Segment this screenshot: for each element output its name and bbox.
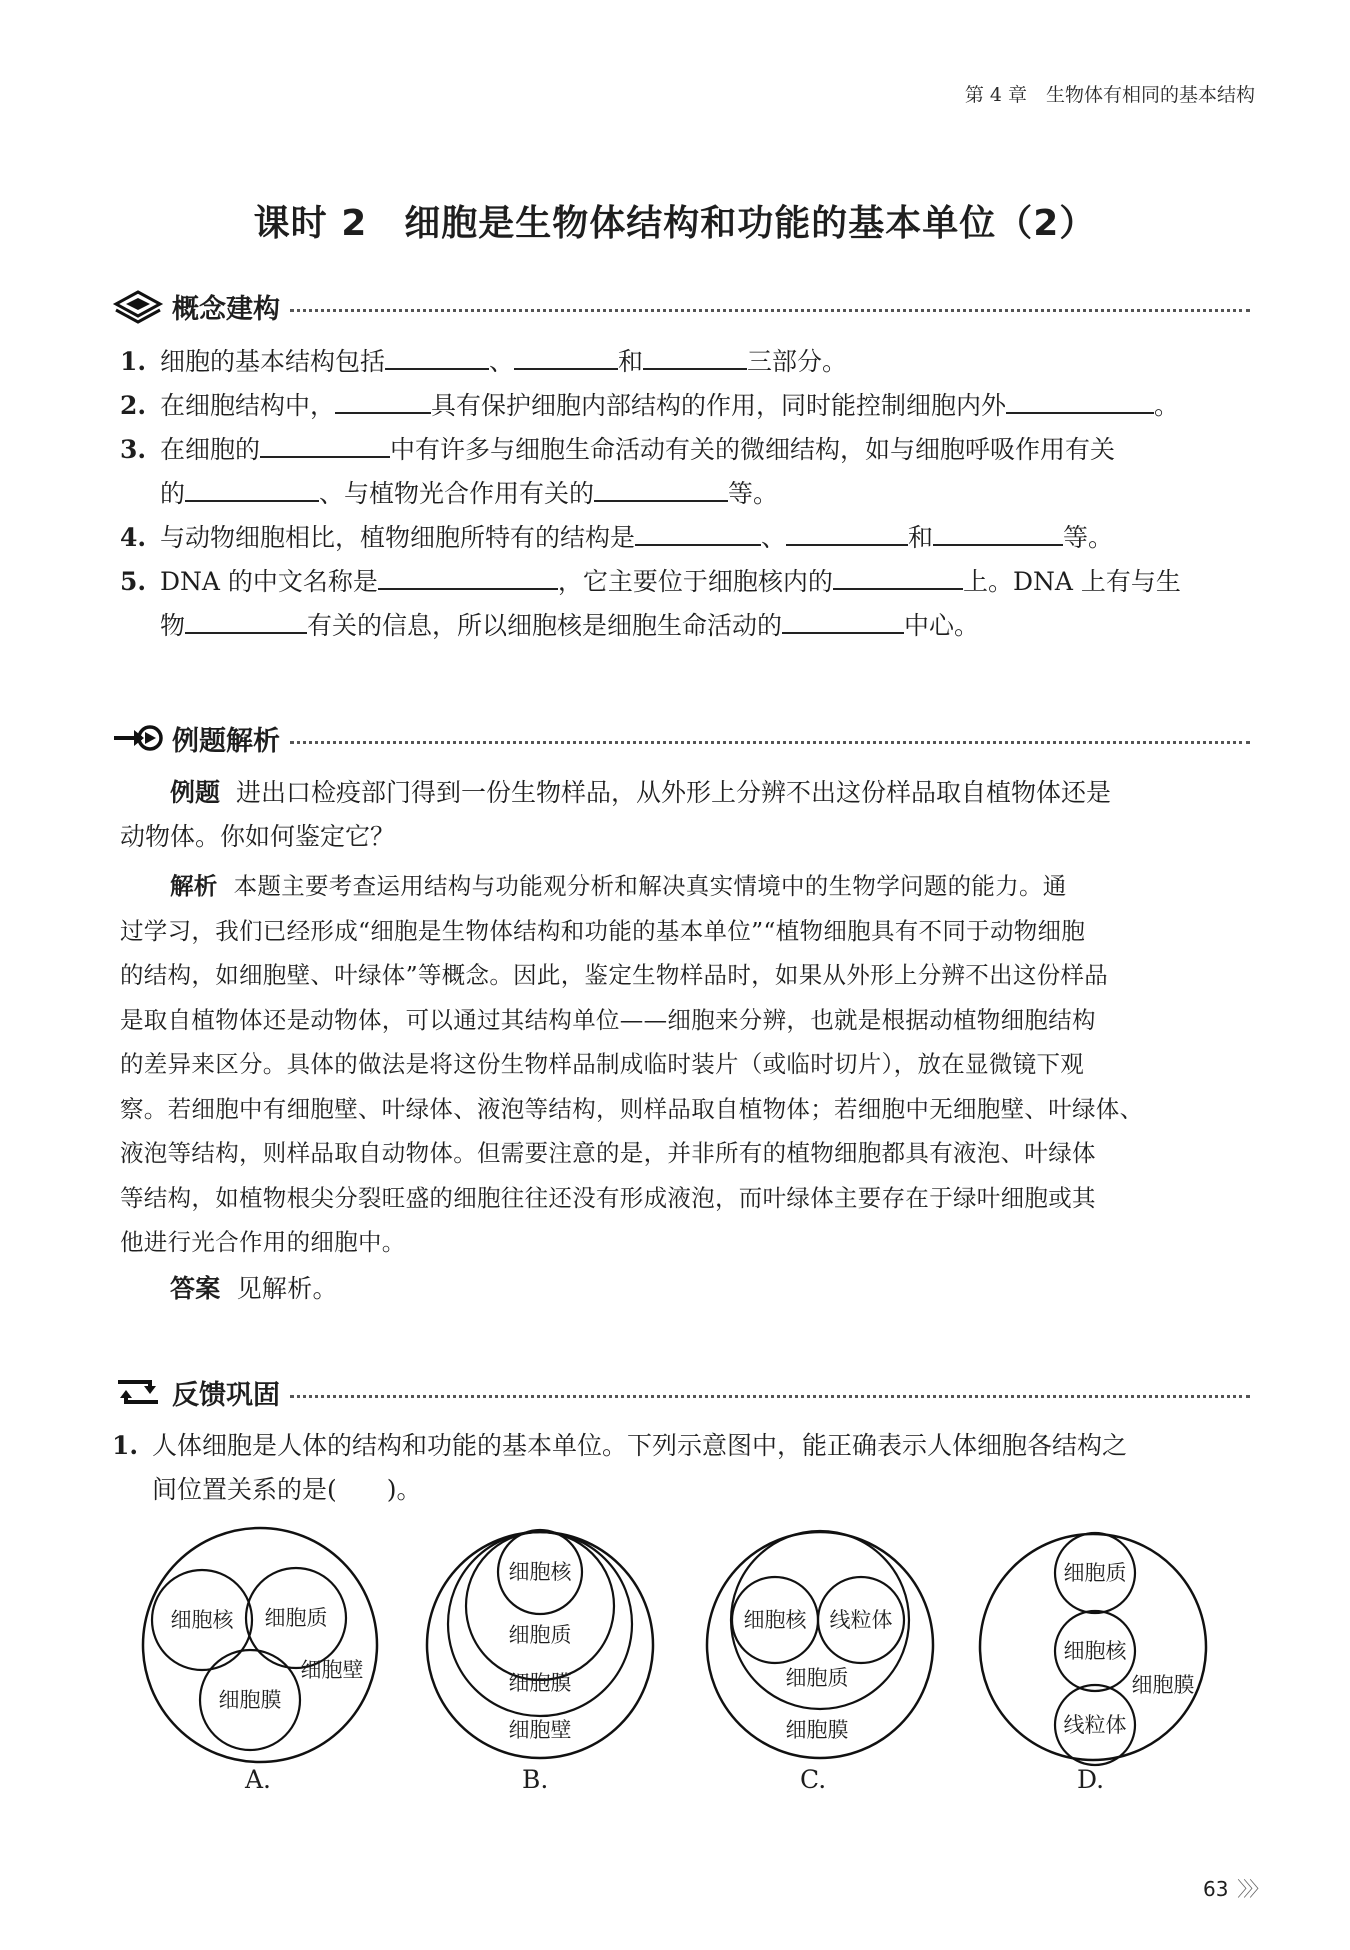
label-mito: 线粒体 (1063, 1713, 1127, 1737)
diagram-d[interactable] (980, 1533, 1206, 1765)
concept-item-5-cont: 物 有关的信息，所以细胞核是细胞生命活动的 中心。 (160, 611, 980, 640)
section-divider (290, 741, 1250, 744)
label-cytoplasm: 细胞质 (1063, 1561, 1127, 1585)
label-wall: 细胞壁 (300, 1658, 364, 1682)
answer-text: 见解析。 (236, 1273, 338, 1303)
example-text: 进出口检疫部门得到一份生物样品，从外形上分辨不出这份样品取自植物体还是 (236, 778, 1112, 807)
label-membrane: 细胞膜 (218, 1688, 282, 1712)
answer-blank[interactable] (185, 610, 307, 634)
label-wall: 细胞壁 (508, 1718, 572, 1742)
cell-diagrams (120, 1520, 1260, 1770)
section-title-concept: 概念建构 (172, 293, 280, 325)
answer-blank[interactable] (185, 478, 319, 502)
concept-item-5: 5. DNA 的中文名称是 ，它主要位于细胞核内的 上。DNA 上有与生 (120, 567, 1181, 596)
option-d-label[interactable]: D. (1077, 1765, 1105, 1794)
answer-blank[interactable] (833, 566, 963, 590)
label-nucleus: 细胞核 (508, 1560, 572, 1584)
label-nucleus: 细胞核 (170, 1608, 234, 1632)
concept-item-1: 1. 细胞的基本结构包括 、 和 三部分。 (120, 347, 848, 376)
concept-item-3-cont: 的 、与植物光合作用有关的 等。 (160, 479, 779, 508)
example-label: 例题 (170, 778, 221, 807)
analysis-label: 解析 (170, 872, 218, 900)
feedback-question-1: 1. 人体细胞是人体的结构和功能的基本单位。下列示意图中，能正确表示人体细胞各结构之 间位置关系的是( )。 (112, 1431, 1128, 1504)
diagram-c[interactable] (707, 1531, 933, 1758)
concept-list (120, 340, 1181, 648)
section-feedback-header (112, 1372, 1250, 1412)
section-divider (290, 309, 1250, 312)
label-membrane: 细胞膜 (1131, 1673, 1195, 1697)
answer-blank[interactable] (335, 390, 431, 414)
section-divider (290, 1395, 1250, 1398)
option-c-label[interactable]: C. (800, 1765, 827, 1794)
section-title-feedback: 反馈巩固 (172, 1379, 280, 1411)
answer-blank[interactable] (385, 346, 489, 370)
label-cytoplasm: 细胞质 (785, 1666, 849, 1690)
layers-icon (112, 288, 164, 324)
example-analysis: 解析 本题主要考查运用结构与功能观分析和解决真实情境中的生物学问题的能力。通 过学习，我们已经形成“细胞是生物体结构和功能的基本单位”“植物细胞具有不同于动物细胞 的结构，如细胞壁、叶绿体”等概念。因此，鉴定生物样品时，如果从外形上分辨不出这份样品 是取自植物体还是动物体，可以通过其结构单位——细胞来分辨，也就是根据动植物细胞结构 的差异来区分。具体的做法是将这份生物样品制成临时装片（或临时切片），放在显微镜下观 察。若细胞中有细胞壁、叶绿体、液泡等结构，则样品取自植物体；若细胞中无细胞壁、叶绿体、 液泡等结构，则样品取自动物体。但需要注意的是，并非所有的植物细胞都具有液泡、叶绿体 等结构，如植物根尖分裂旺盛的细胞往往还没有形成液泡，而叶绿体主要存在于绿叶细胞或其 他进行光合作用的细胞中。 答案 见解析。 (120, 872, 1144, 1303)
answer-blank[interactable] (1006, 390, 1154, 414)
diagram-b[interactable] (427, 1530, 653, 1758)
answer-blank[interactable] (514, 346, 618, 370)
lesson-title: 课时 2 细胞是生物体结构和功能的基本单位（2） (253, 203, 1097, 244)
chevrons-right-icon: 〉〉〉 (1234, 1877, 1266, 1901)
running-head: 第 4 章 生物体有相同的基本结构 (964, 84, 1255, 106)
refresh-icon (112, 1374, 164, 1410)
label-membrane: 细胞膜 (508, 1671, 572, 1695)
answer-blank[interactable] (782, 610, 904, 634)
section-example-header (112, 718, 1250, 758)
example-problem: 例题 进出口检疫部门得到一份生物样品，从外形上分辨不出这份样品取自植物体还是 动物体。你如何鉴定它？ (120, 778, 1112, 851)
section-title-example: 例题解析 (172, 725, 280, 757)
label-cytoplasm: 细胞质 (264, 1606, 328, 1630)
answer-blank[interactable] (594, 478, 728, 502)
concept-item-2: 2. 在细胞结构中， 具有保护细胞内部结构的作用，同时能控制细胞内外 。 (120, 391, 1180, 420)
option-b-label[interactable]: B. (522, 1765, 549, 1794)
answer-blank[interactable] (933, 522, 1063, 546)
concept-item-3: 3. 在细胞的 中有许多与细胞生命活动有关的微细结构，如与细胞呼吸作用有关 (120, 435, 1116, 464)
label-nucleus: 细胞核 (1063, 1639, 1127, 1663)
arrow-target-icon (112, 720, 164, 756)
answer-blank[interactable] (786, 522, 908, 546)
answer-blank[interactable] (378, 566, 558, 590)
label-mito: 线粒体 (829, 1608, 893, 1632)
answer-blank[interactable] (635, 522, 761, 546)
answer-blank[interactable] (260, 434, 390, 458)
answer-label: 答案 (170, 1273, 221, 1303)
concept-item-4: 4. 与动物细胞相比，植物细胞所特有的结构是 、 和 等。 (120, 523, 1114, 552)
label-membrane: 细胞膜 (785, 1718, 849, 1742)
page-number: 63 〉〉〉 (1203, 1877, 1266, 1901)
option-a-label[interactable]: A. (245, 1765, 272, 1794)
diagram-a[interactable] (143, 1528, 377, 1762)
label-cytoplasm: 细胞质 (508, 1623, 572, 1647)
label-nucleus: 细胞核 (743, 1608, 807, 1632)
answer-blank[interactable] (643, 346, 747, 370)
section-concept-header (112, 286, 1250, 326)
